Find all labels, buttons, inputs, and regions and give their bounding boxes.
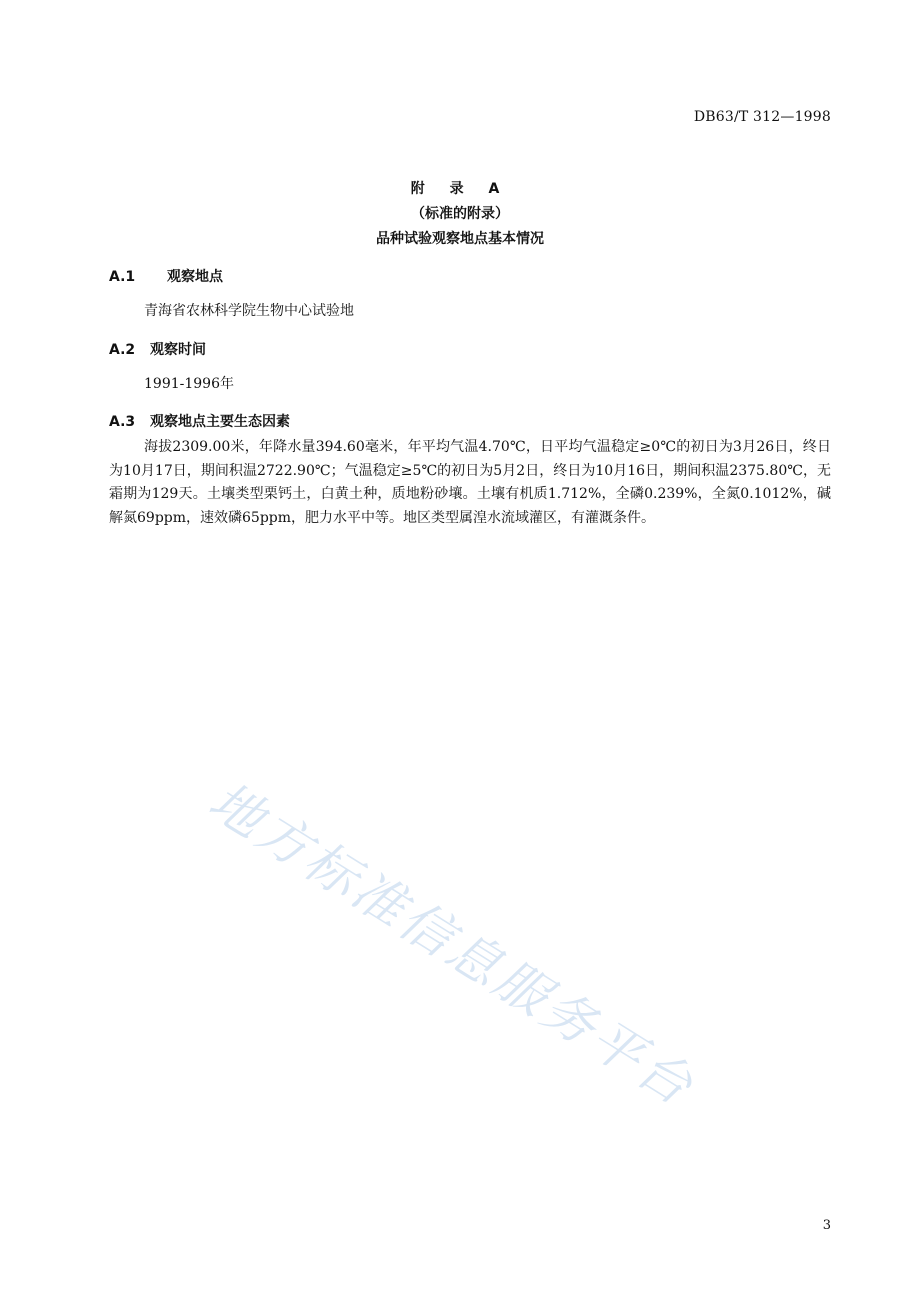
section-a2-body: 1991-1996年 xyxy=(144,376,234,392)
appendix-title: 附 录 A xyxy=(410,181,510,197)
section-a3-heading xyxy=(109,411,290,431)
section-a3-body: 海拔2309.00米，年降水量394.60毫米，年平均气温4.70℃，日平均气温稳定≥0℃的初日为3月26日，终日为10月17日，期间积温2722.90℃；气温稳定≥5℃的初日为5月2日，终日为10月16日，期间积温2375.80℃，无霜期为129天。土壤类型栗钙土，白黄土种，质地粉砂壤。土壤有机质1.712%，全磷0.239%，全氮0.1012%，碱解氮69ppm，速效磷65ppm，肥力水平中等。地区类型属湟水流域灌区，有灌溉条件。 xyxy=(109,439,831,526)
page-number: 3 xyxy=(822,1218,831,1233)
document-code: DB63/T 312—1998 xyxy=(693,109,831,125)
section-number: A.2 xyxy=(109,342,136,358)
section-title: 观察时间 xyxy=(150,342,206,358)
watermark: 地方标准信息服务平台 xyxy=(198,771,706,1119)
section-title: 观察地点 xyxy=(167,269,223,285)
section-a1-heading xyxy=(109,266,223,286)
appendix-subtitle: （标准的附录） xyxy=(411,206,509,222)
section-title: 观察地点主要生态因素 xyxy=(150,414,290,430)
section-a1-body: 青海省农林科学院生物中心试验地 xyxy=(144,303,354,319)
appendix-heading: 品种试验观察地点基本情况 xyxy=(376,231,544,247)
appendix-header xyxy=(0,177,920,252)
section-a2-heading xyxy=(109,339,206,359)
section-number: A.3 xyxy=(109,414,136,430)
section-number: A.1 xyxy=(109,269,136,285)
